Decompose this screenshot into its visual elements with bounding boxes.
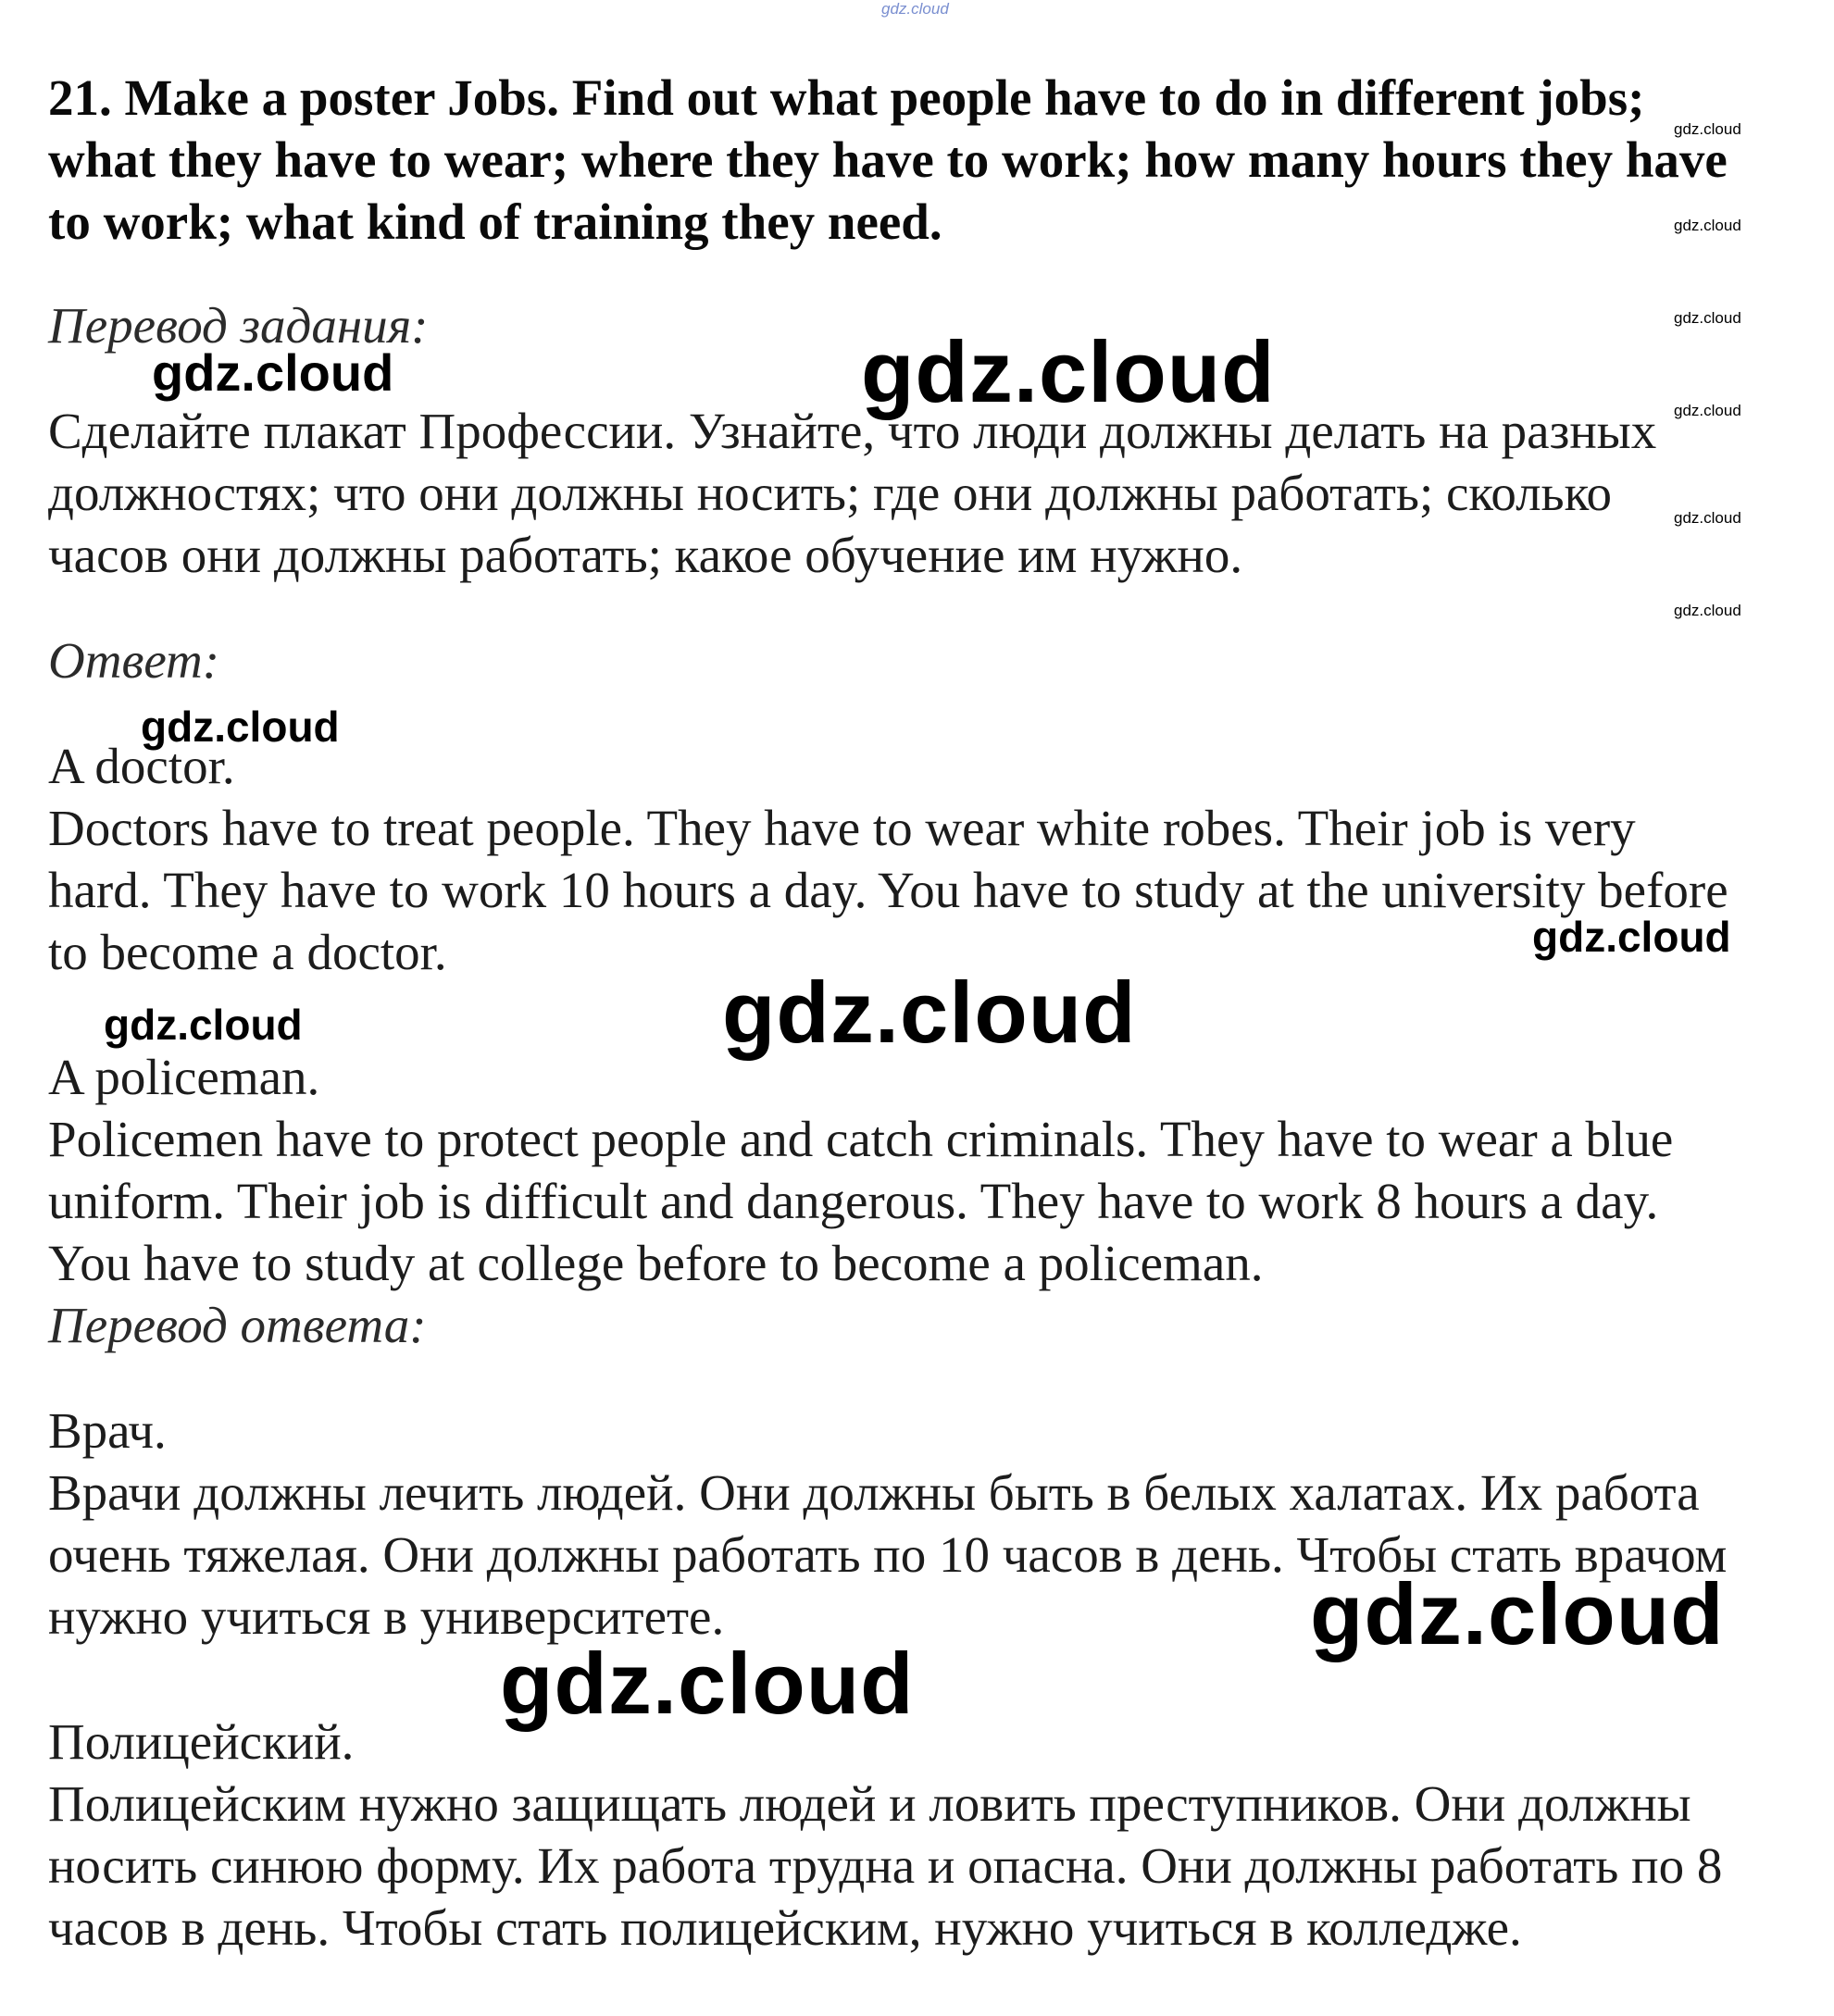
answer-line: You have to study at college before to become a policeman. (48, 1235, 1264, 1291)
answer-line: uniform. Their job is difficult and dangerous. They have to work 8 hours a day. (48, 1173, 1659, 1229)
answer-line: hard. They have to work 10 hours a day. You have to study at the university before (48, 862, 1728, 918)
translation-policeman (48, 1711, 1807, 1959)
translation-line: Врачи должны лечить людей. Они должны быть в белых халатах. Их работа (48, 1464, 1700, 1521)
answer-line: Doctors have to treat people. They have to wear white robes. Their job is very (48, 800, 1636, 856)
translation-policeman-title: Полицейский. (48, 1713, 355, 1770)
translation-line: часов в день. Чтобы стать полицейским, нужно учиться в колледже. (48, 1899, 1522, 1956)
watermark: gdz.cloud (500, 1635, 915, 1732)
watermark: gdz.cloud (152, 343, 394, 402)
translation-line: нужно учиться в университете. (48, 1588, 725, 1645)
watermark: gdz.cloud (141, 703, 340, 751)
translation-line: Полицейским нужно защищать людей и ловить преступников. Они должны (48, 1775, 1691, 1832)
watermark: gdz.cloud (1674, 509, 1741, 527)
answer-heading: Ответ: (48, 632, 220, 689)
task-statement (48, 67, 1807, 253)
answer-translation-heading: Перевод ответа: (48, 1297, 427, 1353)
answer-policeman (48, 1046, 1807, 1294)
translation-line: Сделайте плакат Профессии. Узнайте, что люди должны делать на разных (48, 403, 1657, 459)
watermark: gdz.cloud (1674, 402, 1741, 419)
translation-heading: Перевод задания: (48, 297, 429, 354)
watermark: gdz.cloud (1674, 309, 1741, 327)
answer-line: to become a doctor. (48, 924, 447, 980)
translation-line: должностях; что они должны носить; где они должны работать; сколько (48, 465, 1613, 521)
watermark: gdz.cloud (104, 1001, 303, 1049)
answer-policeman-title: A policeman. (48, 1049, 320, 1105)
answer-line: Policemen have to protect people and catch criminals. They have to wear a blue (48, 1111, 1674, 1167)
watermark: gdz.cloud (1674, 217, 1741, 234)
translation-line: очень тяжелая. Они должны работать по 10 часов в день. Чтобы стать врачом (48, 1526, 1728, 1583)
watermark: gdz.cloud (1674, 602, 1741, 619)
watermark: gdz.cloud (1310, 1565, 1725, 1662)
watermark: gdz.cloud (722, 964, 1137, 1061)
watermark: gdz.cloud (1674, 120, 1741, 138)
task-line: to work; what kind of training they need. (48, 193, 942, 250)
task-line: what they have to wear; where they have to work; how many hours they have (48, 131, 1728, 188)
watermark: gdz.cloud (1532, 913, 1731, 961)
answer-doctor-title: A doctor. (48, 738, 235, 794)
watermark: gdz.cloud (861, 323, 1276, 420)
translation-doctor-title: Врач. (48, 1402, 167, 1459)
translation-line: часов они должны работать; какое обучение им нужно. (48, 527, 1243, 583)
task-translation (48, 400, 1807, 586)
watermark: gdz.cloud (881, 0, 949, 18)
translation-line: носить синюю форму. Их работа трудна и опасна. Они должны работать по 8 (48, 1837, 1723, 1894)
task-line: 21. Make a poster Jobs. Find out what people have to do in different jobs; (48, 69, 1645, 126)
